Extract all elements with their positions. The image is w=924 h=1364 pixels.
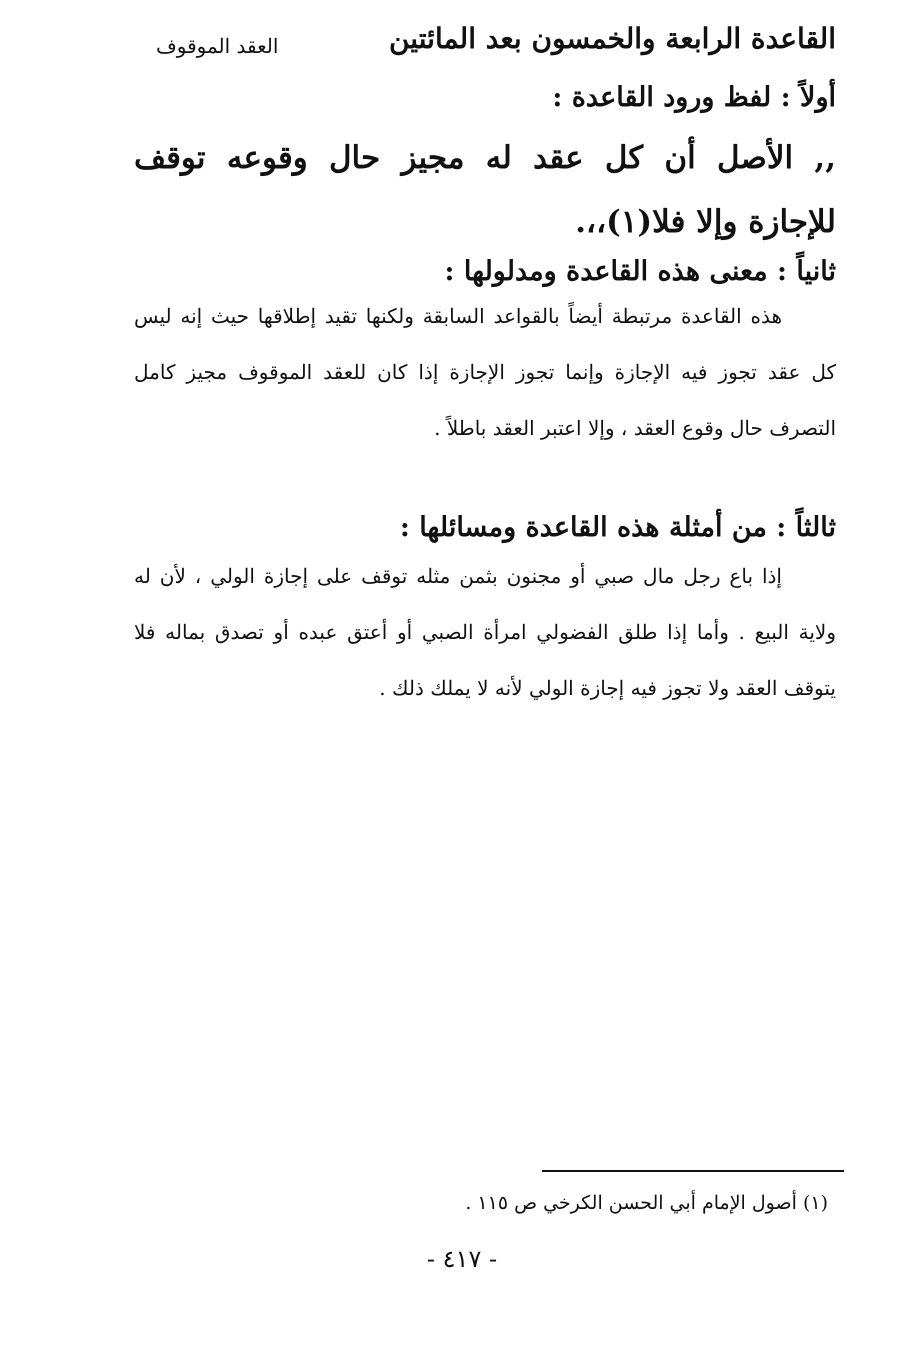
first-section-heading: أولاً : لفظ ورود القاعدة : [552, 82, 836, 113]
rule-quotation: ,, الأصل أن كل عقد له مجيز حال وقوعه توقف للإجازة وإلا فلا(١)،،. [134, 140, 836, 240]
page-header [120, 22, 836, 72]
examples-paragraph: إذا باع رجل مال صبي أو مجنون بثمن مثله توقف على إجازة الولي ، لأن له ولاية البيع . وأما إذا طلق الفضولي امرأة الصبي أو أعتق عبده أو تصدق بماله فلا يتوقف العقد ولا تجوز فيه إجازة الولي لأنه لا يملك ذلك . [134, 564, 836, 700]
meaning-paragraph: هذه القاعدة مرتبطة أيضاً بالقواعد السابقة ولكنها تقيد إطلاقها حيث إنه ليس كل عقد تجوز فيه الإجازة وإنما تجوز الإجازة إذا كان للعقد الموقوف مجيز كامل التصرف حال وقوع العقد ، وإلا اعتبر العقد باطلاً . [134, 304, 836, 440]
third-section-heading: ثالثاً : من أمثلة هذه القاعدة ومسائلها : [399, 512, 836, 543]
footnote-divider [542, 1170, 844, 1172]
running-title: العقد الموقوف [156, 34, 279, 58]
rule-title: القاعدة الرابعة والخمسون بعد المائتين [388, 22, 836, 55]
footnote: (١) أصول الإمام أبي الحسن الكرخي ص ١١٥ . [465, 1192, 828, 1214]
page-number: - ٤١٧ - [426, 1245, 498, 1273]
second-section-heading: ثانياً : معنى هذه القاعدة ومدلولها : [444, 256, 836, 287]
